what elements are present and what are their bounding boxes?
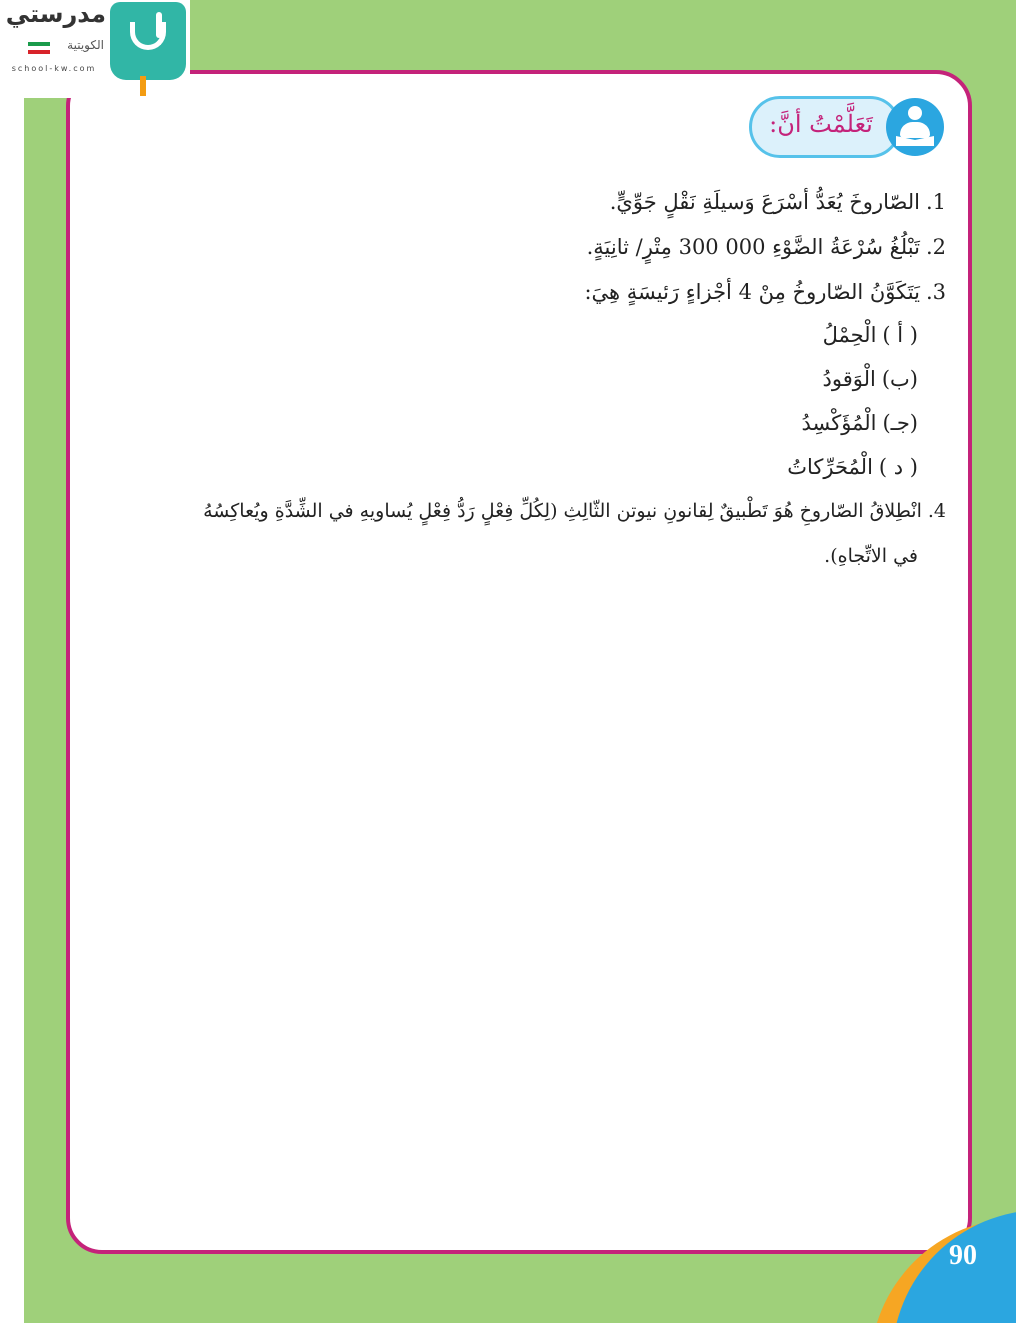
item-number: 1. xyxy=(925,190,946,214)
page-number: 90 xyxy=(949,1240,977,1271)
school-logo[interactable] xyxy=(0,0,190,98)
logo-url: school-kw.com xyxy=(11,64,97,73)
sub-list-item xyxy=(787,455,918,479)
item-number: 4. xyxy=(927,500,946,522)
sub-item-text: الْوَقودُ xyxy=(822,367,876,391)
item-text: يَتَكَوَّنُ الصّاروخُ مِنْ 4 أجْزاءٍ رَئيسَةٍ هِيَ: xyxy=(584,280,920,304)
list-item xyxy=(587,235,946,259)
sub-item-label: (ب) xyxy=(881,367,918,391)
list-item-continuation xyxy=(824,545,918,567)
sub-list-item xyxy=(823,323,918,347)
item-number: 2. xyxy=(925,235,946,259)
sub-item-label: ( أ ) xyxy=(882,323,918,347)
sub-list-item xyxy=(823,367,918,391)
item-text: تَبْلُغُ سُرْعَةُ الضَّوْءِ 000 300 مِتْرٍ/ ثانِيَةٍ. xyxy=(586,235,920,259)
sub-item-text: الْمُحَرِّكاتُ xyxy=(787,455,873,479)
list-item xyxy=(610,190,946,214)
book-logo-icon xyxy=(110,2,186,80)
item-number: 3. xyxy=(925,280,946,304)
sub-item-text: الْحِمْلُ xyxy=(822,323,877,347)
reading-student-icon xyxy=(886,98,944,156)
banner-title: تَعَلَّمْتُ أنَّ: xyxy=(769,110,873,138)
item-text-line2: في الاتِّجاهِ). xyxy=(824,545,918,567)
item-text-line1: انْطِلاقُ الصّاروخِ هُوَ تَطْبيقٌ لِقانونِ نيوتن الثّالِثِ (لِكُلِّ فِعْلٍ رَدُّ فِعْلٍ يُساويهِ في الشِّدَّةِ ويُعاكِسُهُ xyxy=(203,500,922,522)
list-item xyxy=(584,280,946,304)
list-item xyxy=(203,500,946,522)
bookmark-icon xyxy=(140,76,146,96)
sub-item-label: ( د ) xyxy=(878,455,918,479)
sub-item-text: الْمُؤَكْسِدُ xyxy=(801,411,877,435)
logo-title: مدرستي xyxy=(5,0,106,28)
logo-subtitle: الكويتية xyxy=(67,38,104,52)
sub-list-item xyxy=(801,411,918,435)
sub-item-label: (جـ) xyxy=(882,411,918,435)
item-text: الصّاروخَ يُعَدُّ أسْرَعَ وَسيلَةِ نَقْلٍ جَوِّيٍّ. xyxy=(609,190,920,214)
